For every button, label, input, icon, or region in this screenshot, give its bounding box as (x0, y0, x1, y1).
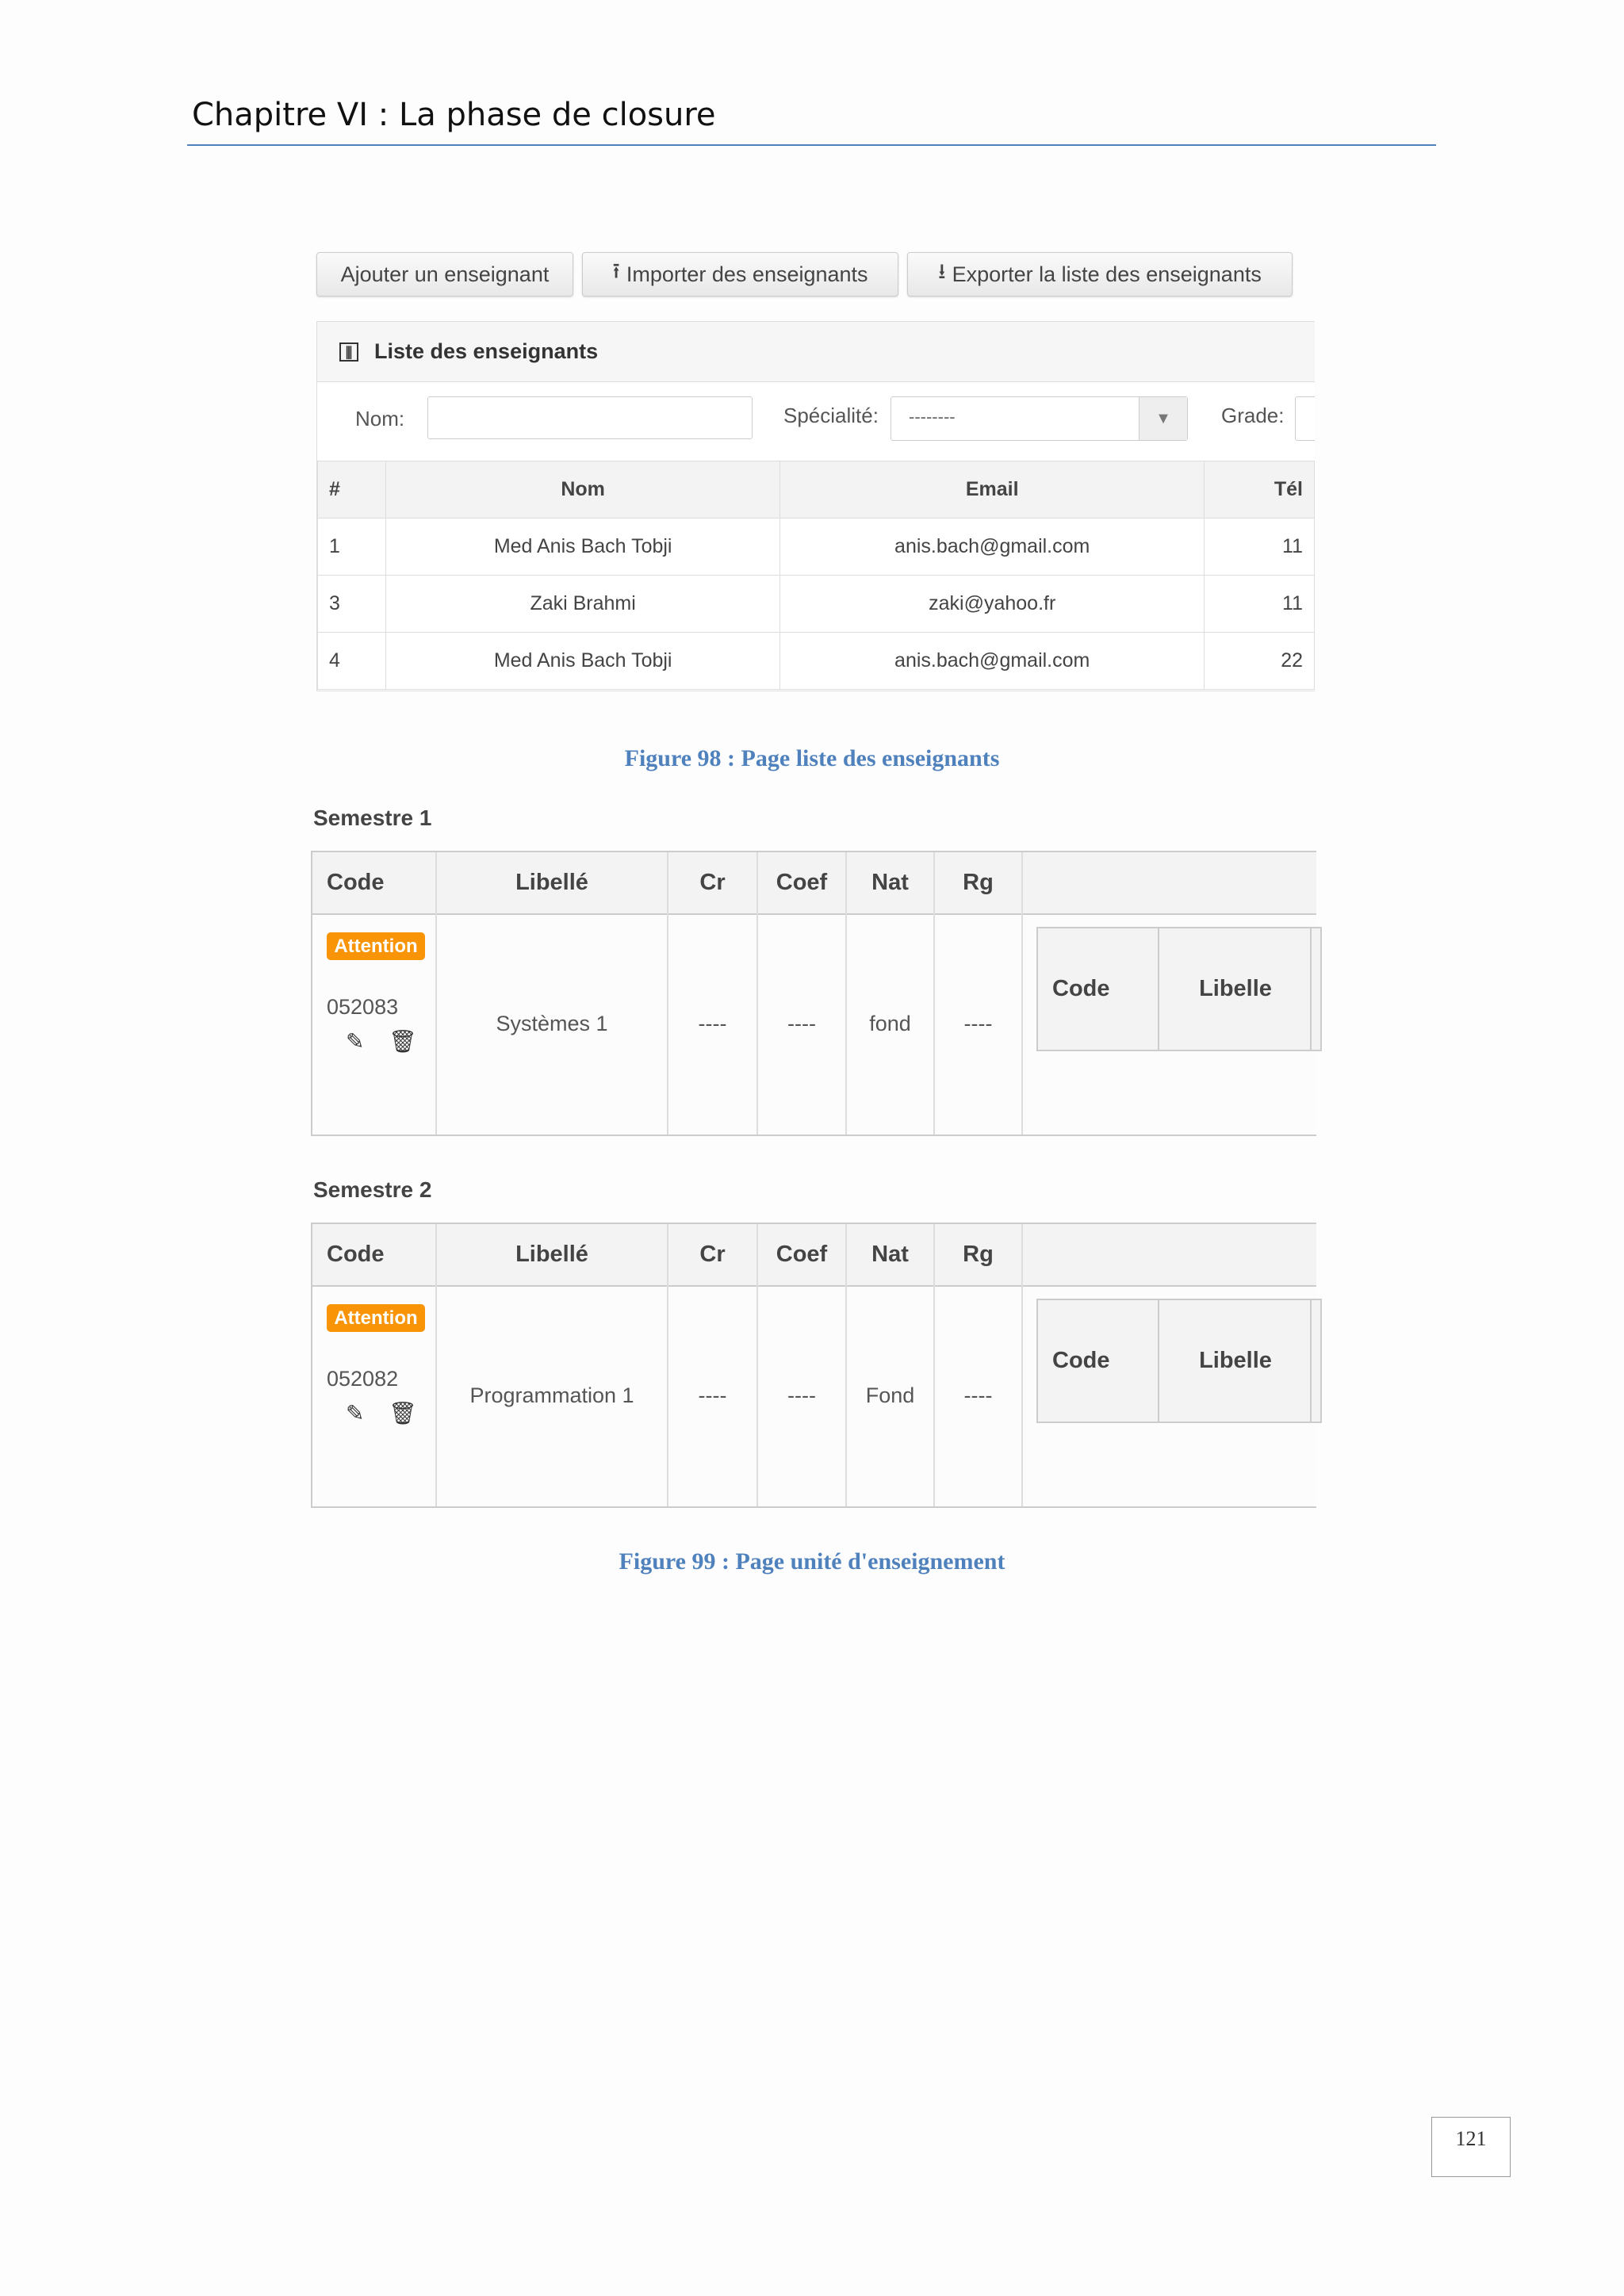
teachers-table (317, 461, 1315, 690)
edit-pencil-icon[interactable]: ✎ (346, 1401, 365, 1425)
ue-cr: ---- (698, 1383, 727, 1407)
ue-libelle: Programmation 1 (469, 1383, 634, 1407)
ue-code: 052083 (327, 995, 399, 1019)
edit-pencil-icon[interactable]: ✎ (346, 1029, 365, 1054)
row-email: anis.bach@gmail.com (780, 633, 1205, 690)
export-label: Exporter la liste des enseignants (952, 262, 1262, 286)
add-teacher-label: Ajouter un enseignant (340, 262, 550, 286)
row-nom: Med Anis Bach Tobji (386, 519, 780, 576)
ue-rg: ---- (963, 1012, 993, 1035)
inner-table (1036, 927, 1322, 1051)
ue-rg: ---- (963, 1383, 993, 1407)
col-libelle: Libellé (515, 870, 588, 895)
row-id: 4 (318, 633, 386, 690)
col-nom: Nom (386, 461, 780, 519)
col-coef: Coef (776, 870, 828, 895)
col-email: Email (780, 461, 1205, 519)
page-number: 121 (1431, 2117, 1511, 2177)
attention-badge: Attention (327, 932, 425, 960)
attention-badge: Attention (327, 1304, 425, 1332)
row-email: zaki@yahoo.fr (780, 576, 1205, 633)
list-icon: ⫼ (339, 342, 358, 362)
specialite-select[interactable] (891, 396, 1188, 441)
nom-input[interactable] (427, 396, 753, 439)
table-header-row (318, 461, 1315, 519)
row-tel: 11 (1205, 576, 1315, 633)
inner-table (1036, 1299, 1322, 1423)
trash-icon[interactable]: 🗑 (389, 1029, 417, 1054)
col-cr: Cr (699, 1242, 726, 1267)
panel-title: Liste des enseignants (374, 339, 599, 363)
table-row[interactable] (318, 633, 1315, 690)
row-tel: 22 (1205, 633, 1315, 690)
export-teachers-button[interactable] (907, 252, 1293, 297)
inner-col-libelle: Libelle (1161, 928, 1312, 1050)
row-nom: Med Anis Bach Tobji (386, 633, 780, 690)
row-nom: Zaki Brahmi (386, 576, 780, 633)
add-teacher-button[interactable] (316, 252, 573, 297)
figure-99-caption: Figure 99 : Page unité d'enseignement (619, 1548, 1005, 1575)
semester-2-table (311, 1223, 1316, 1508)
specialite-label: Spécialité: (783, 404, 879, 427)
col-coef: Coef (776, 1242, 828, 1267)
col-rg: Rg (963, 870, 994, 895)
trash-icon[interactable]: 🗑 (389, 1401, 417, 1425)
ue-nat: Fond (865, 1383, 915, 1407)
col-code: Code (327, 870, 385, 895)
ue-cr: ---- (698, 1012, 727, 1035)
chapter-title: Chapitre VI : La phase de closure (192, 97, 716, 133)
header-rule (187, 144, 1436, 146)
col-cr: Cr (699, 870, 726, 895)
teachers-panel (316, 321, 1315, 691)
col-nat: Nat (871, 1242, 909, 1267)
semester-1-table (311, 851, 1316, 1136)
ue-libelle: Systèmes 1 (496, 1012, 608, 1035)
table-row[interactable] (318, 576, 1315, 633)
row-id: 3 (318, 576, 386, 633)
upload-icon: ⭱ (612, 259, 620, 283)
import-label: Importer des enseignants (626, 262, 868, 286)
ue-code: 052082 (327, 1367, 399, 1391)
chevron-down-icon[interactable]: ▼ (1139, 397, 1187, 440)
table-row[interactable] (318, 519, 1315, 576)
ue-nat: fond (869, 1012, 911, 1035)
import-teachers-button[interactable] (582, 252, 898, 297)
col-tel: Tél (1205, 461, 1315, 519)
figure-98-caption: Figure 98 : Page liste des enseignants (624, 745, 1000, 771)
nom-label: Nom: (355, 407, 405, 430)
inner-col-libelle: Libelle (1161, 1300, 1312, 1422)
col-code: Code (327, 1242, 385, 1267)
ue-coef: ---- (787, 1383, 816, 1407)
row-email: anis.bach@gmail.com (780, 519, 1205, 576)
col-libelle: Libellé (515, 1242, 588, 1267)
semester-1-title: Semestre 1 (313, 806, 432, 830)
row-id: 1 (318, 519, 386, 576)
panel-header (317, 322, 1315, 382)
inner-col-code: Code (1038, 1300, 1159, 1422)
specialite-value: -------- (909, 407, 956, 427)
col-id: # (318, 461, 386, 519)
row-tel: 11 (1205, 519, 1315, 576)
inner-col-code: Code (1038, 928, 1159, 1050)
ue-coef: ---- (787, 1012, 816, 1035)
col-nat: Nat (871, 870, 909, 895)
grade-select[interactable] (1295, 396, 1315, 441)
download-icon: ⭳ (938, 259, 946, 283)
semester-2-title: Semestre 2 (313, 1177, 432, 1202)
col-rg: Rg (963, 1242, 994, 1267)
grade-label: Grade: (1221, 404, 1285, 427)
